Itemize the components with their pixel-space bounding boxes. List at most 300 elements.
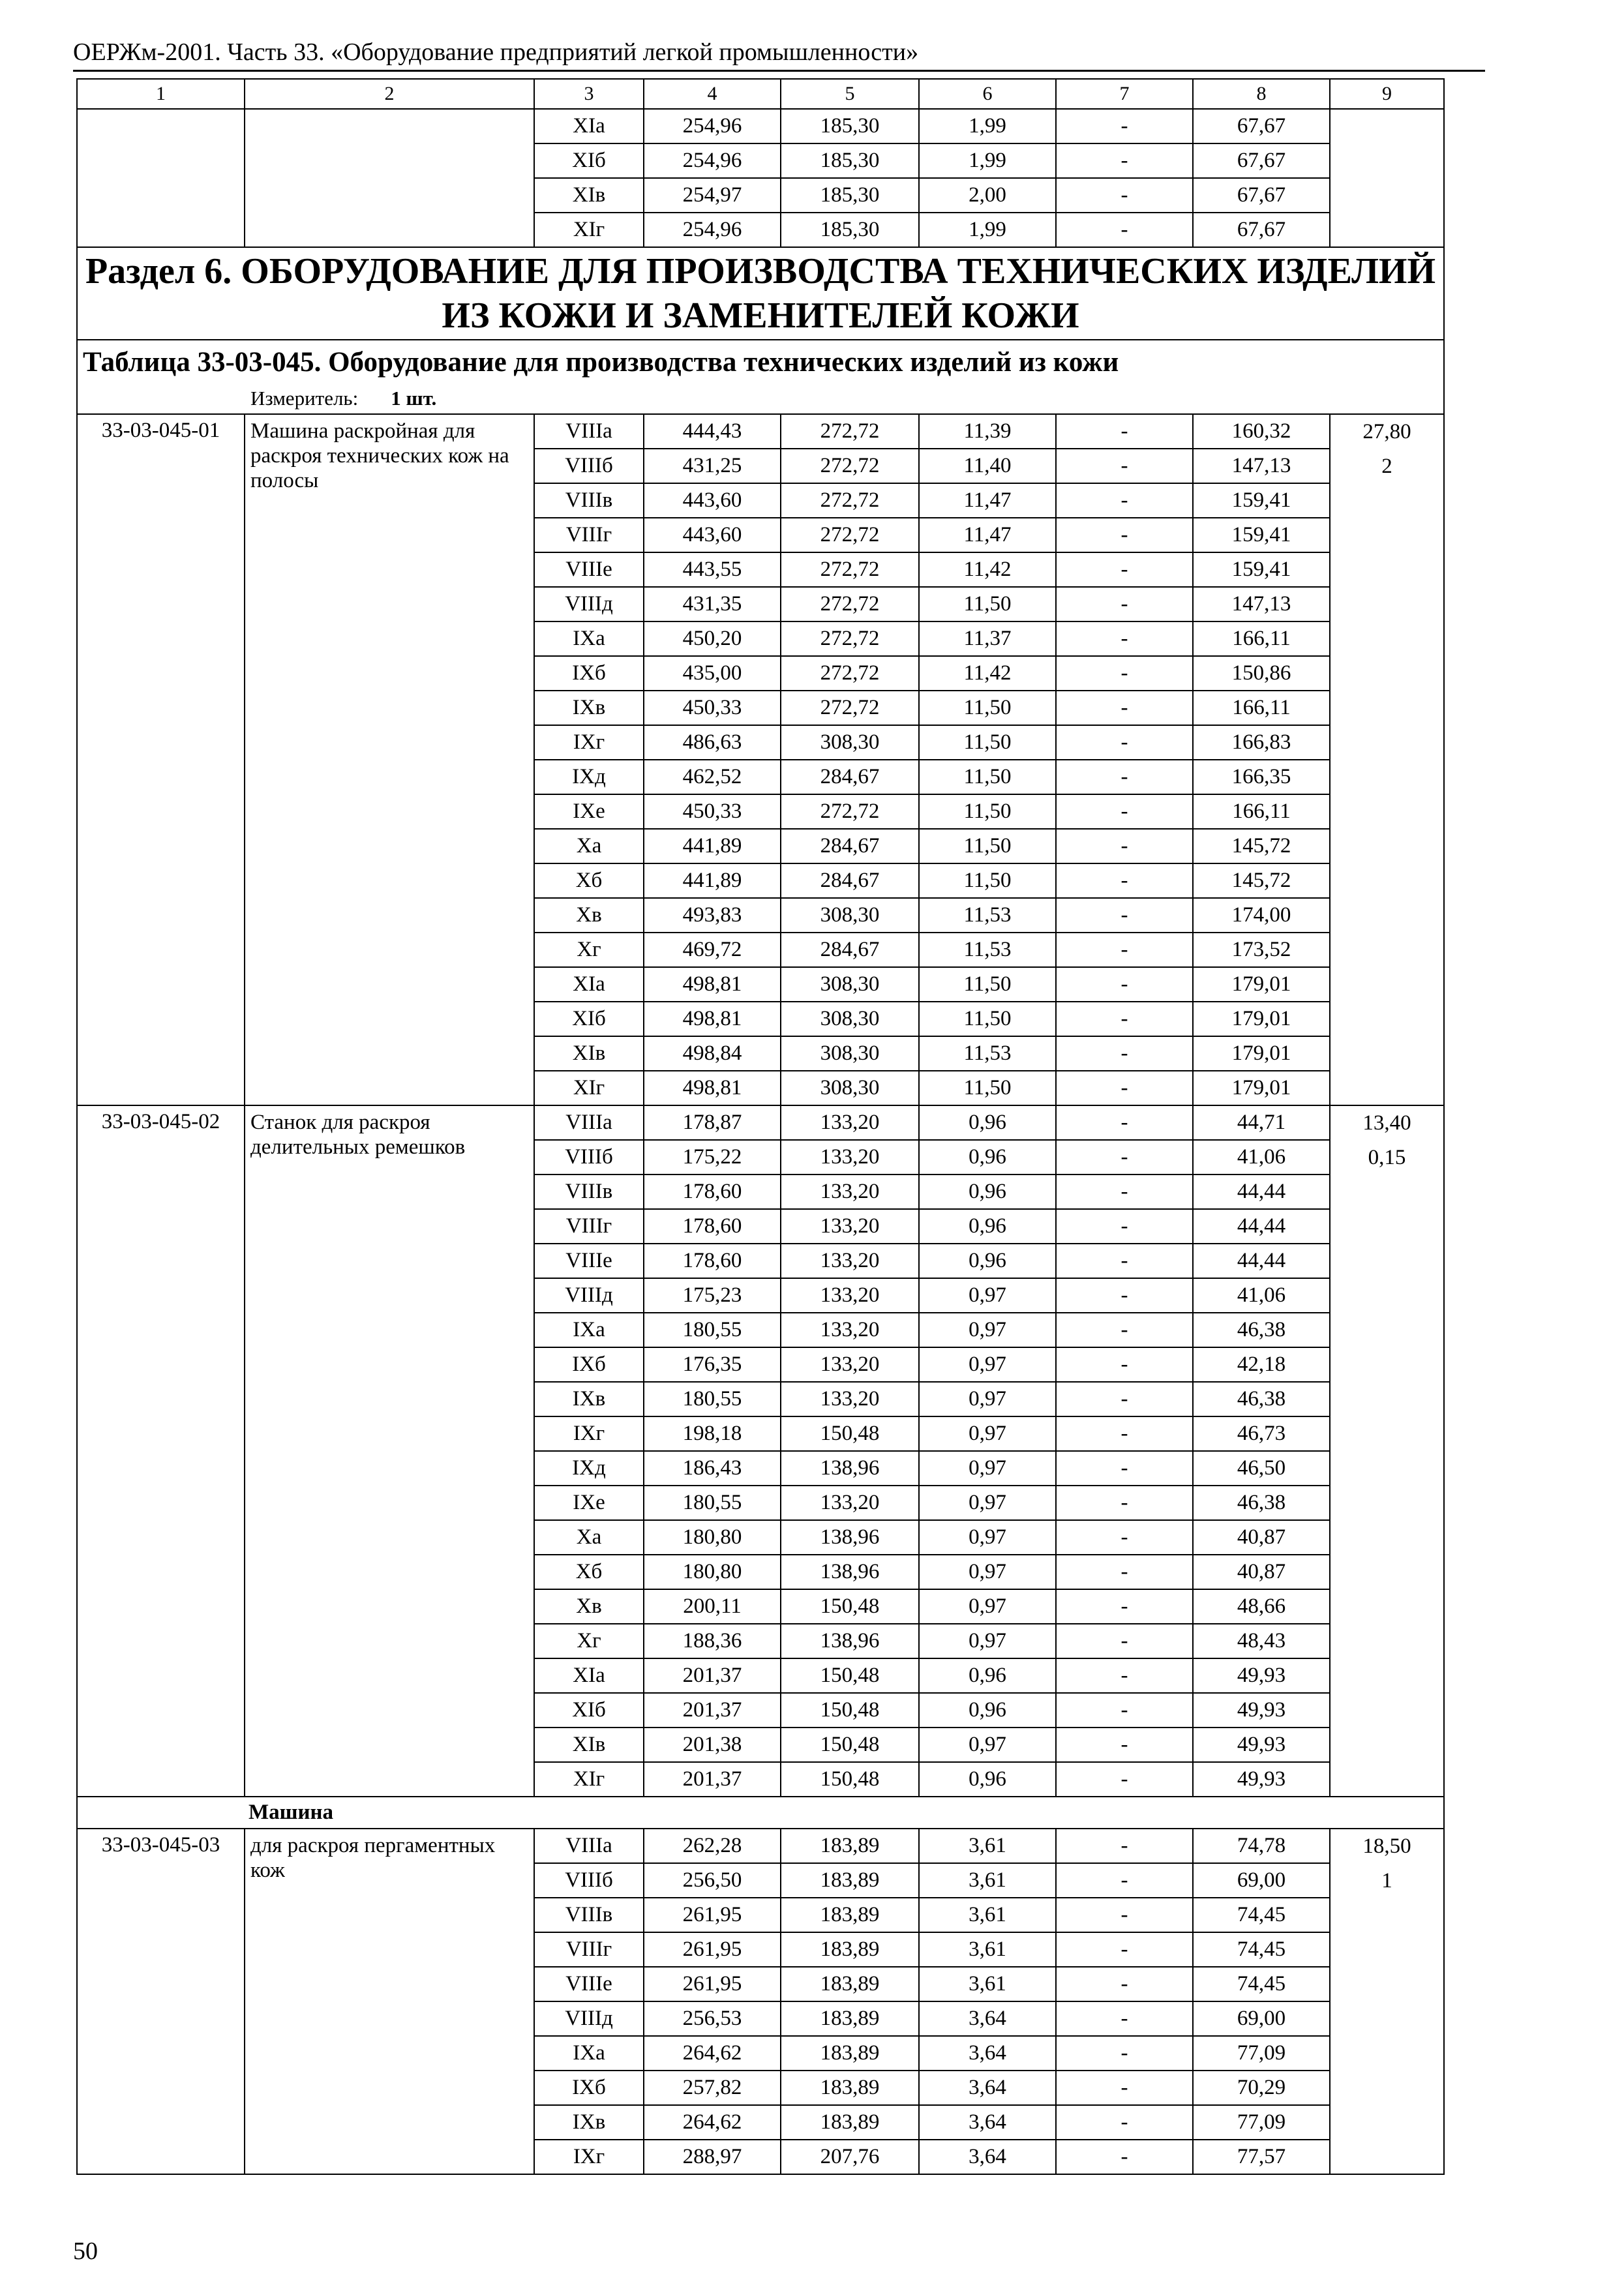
zone-cell: Xа — [534, 1520, 644, 1555]
wages-cell: 138,96 — [781, 1555, 919, 1589]
total-cost-cell: 254,96 — [644, 213, 781, 247]
wages-cell: 150,48 — [781, 1762, 919, 1797]
wage-base-cell: 44,44 — [1193, 1244, 1330, 1278]
wage-base-cell: 145,72 — [1193, 829, 1330, 863]
wage-base-cell: 44,44 — [1193, 1174, 1330, 1209]
wage-base-cell: 48,66 — [1193, 1589, 1330, 1624]
total-cost-cell: 441,89 — [644, 863, 781, 898]
wages-cell: 272,72 — [781, 621, 919, 656]
wage-base-cell: 41,06 — [1193, 1140, 1330, 1174]
machine-cost-cell: 0,97 — [919, 1589, 1056, 1624]
zone-cell: IXд — [534, 760, 644, 794]
total-cost-cell: 188,36 — [644, 1624, 781, 1658]
wages-cell: 272,72 — [781, 656, 919, 691]
wages-cell: 133,20 — [781, 1140, 919, 1174]
wages-cell: 308,30 — [781, 1071, 919, 1105]
zone-cell: IXб — [534, 656, 644, 691]
total-cost-cell: 261,95 — [644, 1932, 781, 1967]
machine-cost-cell: 3,61 — [919, 1967, 1056, 2001]
item-code-cell: 33-03-045-03 — [77, 1829, 245, 2174]
zone-cell: IXг — [534, 1416, 644, 1451]
materials-cell: - — [1056, 829, 1193, 863]
zone-cell: VIIIд — [534, 587, 644, 621]
total-cost-cell: 435,00 — [644, 656, 781, 691]
wage-base-cell: 159,41 — [1193, 518, 1330, 552]
zone-cell: Xб — [534, 1555, 644, 1589]
materials-cell: - — [1056, 1829, 1193, 1863]
zone-cell: VIIIа — [534, 1829, 644, 1863]
zone-cell: IXа — [534, 621, 644, 656]
machine-cost-cell: 0,97 — [919, 1313, 1056, 1347]
materials-cell: - — [1056, 178, 1193, 213]
materials-cell: - — [1056, 1520, 1193, 1555]
total-cost-cell: 498,81 — [644, 1071, 781, 1105]
zone-cell: IXг — [534, 725, 644, 760]
wages-cell: 185,30 — [781, 109, 919, 143]
wages-cell: 284,67 — [781, 829, 919, 863]
total-cost-cell: 469,72 — [644, 933, 781, 967]
table-row — [77, 1829, 1444, 1863]
wage-base-cell: 46,38 — [1193, 1382, 1330, 1416]
materials-cell: - — [1056, 2001, 1193, 2036]
total-cost-cell: 486,63 — [644, 725, 781, 760]
total-cost-cell: 178,60 — [644, 1244, 781, 1278]
machine-cost-cell: 3,61 — [919, 1932, 1056, 1967]
machine-cost-cell: 11,42 — [919, 656, 1056, 691]
wages-cell: 308,30 — [781, 1002, 919, 1036]
machine-cost-cell: 3,64 — [919, 2140, 1056, 2174]
materials-cell: - — [1056, 143, 1193, 178]
header-divider — [73, 70, 1485, 72]
zone-cell: XIв — [534, 1036, 644, 1071]
zone-cell: VIIIг — [534, 1209, 644, 1244]
total-cost-cell: 180,80 — [644, 1555, 781, 1589]
zone-cell: Xа — [534, 829, 644, 863]
wage-base-cell: 49,93 — [1193, 1762, 1330, 1797]
total-cost-cell: 186,43 — [644, 1451, 781, 1486]
materials-cell: - — [1056, 1105, 1193, 1140]
wage-base-cell: 179,01 — [1193, 967, 1330, 1002]
total-cost-cell: 201,37 — [644, 1693, 781, 1728]
wages-cell: 133,20 — [781, 1209, 919, 1244]
wage-base-cell: 173,52 — [1193, 933, 1330, 967]
zone-cell: Xб — [534, 863, 644, 898]
wage-base-cell: 77,57 — [1193, 2140, 1330, 2174]
materials-cell: - — [1056, 1728, 1193, 1762]
wages-cell: 183,89 — [781, 2071, 919, 2105]
total-cost-cell: 256,50 — [644, 1863, 781, 1898]
materials-cell: - — [1056, 1416, 1193, 1451]
total-cost-cell: 443,60 — [644, 518, 781, 552]
wage-base-cell: 77,09 — [1193, 2105, 1330, 2140]
materials-cell: - — [1056, 621, 1193, 656]
total-cost-cell: 175,22 — [644, 1140, 781, 1174]
total-cost-cell: 180,80 — [644, 1520, 781, 1555]
zone-cell: VIIIа — [534, 414, 644, 449]
total-cost-cell: 264,62 — [644, 2105, 781, 2140]
zone-cell: VIIIв — [534, 483, 644, 518]
zone-cell: Xв — [534, 1589, 644, 1624]
wage-base-cell: 67,67 — [1193, 109, 1330, 143]
machine-cost-cell: 3,61 — [919, 1863, 1056, 1898]
table-title: Таблица 33-03-045. Оборудование для производства технических изделий из кожи — [77, 340, 1444, 383]
machine-cost-cell: 11,50 — [919, 1002, 1056, 1036]
zone-cell: XIг — [534, 1071, 644, 1105]
total-cost-cell: 176,35 — [644, 1347, 781, 1382]
zone-cell: VIIIв — [534, 1898, 644, 1932]
column-number: 1 — [77, 79, 245, 109]
wages-cell: 272,72 — [781, 587, 919, 621]
machine-cost-cell: 0,97 — [919, 1555, 1056, 1589]
total-cost-cell: 175,23 — [644, 1278, 781, 1313]
total-cost-cell: 450,20 — [644, 621, 781, 656]
zone-cell: VIIIг — [534, 518, 644, 552]
wage-base-cell: 69,00 — [1193, 2001, 1330, 2036]
materials-cell: - — [1056, 933, 1193, 967]
item-code-cell: 33-03-045-01 — [77, 414, 245, 1105]
wage-base-cell: 179,01 — [1193, 1002, 1330, 1036]
total-cost-cell: 180,55 — [644, 1486, 781, 1520]
machine-cost-cell: 3,64 — [919, 2001, 1056, 2036]
machine-cost-cell: 11,37 — [919, 621, 1056, 656]
total-cost-cell: 256,53 — [644, 2001, 781, 2036]
wages-cell: 183,89 — [781, 1932, 919, 1967]
total-cost-cell: 198,18 — [644, 1416, 781, 1451]
wages-cell: 272,72 — [781, 552, 919, 587]
wages-cell: 272,72 — [781, 794, 919, 829]
resource-value: 27,80 — [1362, 420, 1411, 443]
total-cost-cell: 493,83 — [644, 898, 781, 933]
zone-cell: IXв — [534, 691, 644, 725]
materials-cell: - — [1056, 1071, 1193, 1105]
wage-base-cell: 40,87 — [1193, 1555, 1330, 1589]
materials-cell: - — [1056, 863, 1193, 898]
resource-value: 2 — [1381, 455, 1392, 478]
wages-cell: 308,30 — [781, 967, 919, 1002]
column-number: 6 — [919, 79, 1056, 109]
wage-base-cell: 40,87 — [1193, 1520, 1330, 1555]
machine-cost-cell: 1,99 — [919, 143, 1056, 178]
zone-cell: XIа — [534, 109, 644, 143]
machine-cost-cell: 11,53 — [919, 933, 1056, 967]
wages-cell: 185,30 — [781, 213, 919, 247]
machine-cost-cell: 3,61 — [919, 1829, 1056, 1863]
wage-base-cell: 74,45 — [1193, 1932, 1330, 1967]
table-row — [77, 414, 1444, 449]
wage-base-cell: 166,11 — [1193, 621, 1330, 656]
zone-cell: IXе — [534, 1486, 644, 1520]
zone-cell: XIв — [534, 1728, 644, 1762]
zone-cell: VIIIд — [534, 1278, 644, 1313]
machine-cost-cell: 0,97 — [919, 1451, 1056, 1486]
materials-cell: - — [1056, 2105, 1193, 2140]
wage-base-cell: 41,06 — [1193, 1278, 1330, 1313]
wages-cell: 138,96 — [781, 1624, 919, 1658]
resource-cell — [1330, 109, 1444, 247]
materials-cell: - — [1056, 1486, 1193, 1520]
page-header: ОЕРЖм-2001. Часть 33. «Оборудование предприятий легкой промышленности» — [73, 38, 919, 66]
resource-value: 18,50 — [1362, 1834, 1411, 1858]
zone-cell: VIIIв — [534, 1174, 644, 1209]
zone-cell: VIIIе — [534, 1967, 644, 2001]
resource-value: 1 — [1381, 1869, 1392, 1893]
resource-cell — [1330, 414, 1444, 1105]
wages-cell: 272,72 — [781, 449, 919, 483]
wages-cell: 183,89 — [781, 1967, 919, 2001]
wages-cell: 133,20 — [781, 1174, 919, 1209]
machine-cost-cell: 3,64 — [919, 2036, 1056, 2071]
wage-base-cell: 67,67 — [1193, 178, 1330, 213]
total-cost-cell: 178,60 — [644, 1209, 781, 1244]
machine-cost-cell: 11,50 — [919, 1071, 1056, 1105]
wages-cell: 183,89 — [781, 1863, 919, 1898]
wages-cell: 150,48 — [781, 1728, 919, 1762]
machine-cost-cell: 0,97 — [919, 1520, 1056, 1555]
total-cost-cell: 262,28 — [644, 1829, 781, 1863]
total-cost-cell: 431,25 — [644, 449, 781, 483]
wages-cell: 272,72 — [781, 483, 919, 518]
materials-cell: - — [1056, 1898, 1193, 1932]
zone-cell: XIа — [534, 1658, 644, 1693]
total-cost-cell: 450,33 — [644, 691, 781, 725]
item-name-cell: Станок для раскроя делительных ремешков — [245, 1105, 534, 1797]
subheading-label: Машина — [245, 1797, 1444, 1829]
wages-cell: 185,30 — [781, 178, 919, 213]
wage-base-cell: 74,45 — [1193, 1898, 1330, 1932]
zone-cell: VIIIб — [534, 1140, 644, 1174]
machine-cost-cell: 11,42 — [919, 552, 1056, 587]
machine-cost-cell: 0,96 — [919, 1658, 1056, 1693]
wage-base-cell: 159,41 — [1193, 552, 1330, 587]
wage-base-cell: 179,01 — [1193, 1036, 1330, 1071]
column-number: 3 — [534, 79, 644, 109]
item-name-cell: Машина раскройная для раскроя технических кож на полосы — [245, 414, 534, 1105]
wage-base-cell: 74,78 — [1193, 1829, 1330, 1863]
materials-cell: - — [1056, 1140, 1193, 1174]
machine-cost-cell: 1,99 — [919, 109, 1056, 143]
table-title-row — [77, 340, 1444, 383]
zone-cell: XIа — [534, 967, 644, 1002]
wages-cell: 183,89 — [781, 2105, 919, 2140]
zone-cell: XIг — [534, 213, 644, 247]
zone-cell: VIIIа — [534, 1105, 644, 1140]
total-cost-cell: 200,11 — [644, 1589, 781, 1624]
wages-cell: 272,72 — [781, 518, 919, 552]
machine-cost-cell: 11,50 — [919, 760, 1056, 794]
materials-cell: - — [1056, 760, 1193, 794]
section-title: Раздел 6. ОБОРУДОВАНИЕ ДЛЯ ПРОИЗВОДСТВА ТЕХНИЧЕСКИХ ИЗДЕЛИЙ ИЗ КОЖИ И ЗАМЕНИТЕЛЕЙ КОЖИ — [77, 247, 1444, 340]
total-cost-cell: 450,33 — [644, 794, 781, 829]
item-name-cell — [245, 109, 534, 247]
materials-cell: - — [1056, 1209, 1193, 1244]
item-code-cell: 33-03-045-02 — [77, 1105, 245, 1797]
wages-cell: 133,20 — [781, 1278, 919, 1313]
total-cost-cell: 178,60 — [644, 1174, 781, 1209]
materials-cell: - — [1056, 1278, 1193, 1313]
item-name-cell: для раскроя пергаментных кож — [245, 1829, 534, 2174]
machine-cost-cell: 0,97 — [919, 1416, 1056, 1451]
materials-cell: - — [1056, 1863, 1193, 1898]
machine-cost-cell: 11,47 — [919, 518, 1056, 552]
wage-base-cell: 77,09 — [1193, 2036, 1330, 2071]
machine-cost-cell: 0,97 — [919, 1347, 1056, 1382]
wage-base-cell: 166,11 — [1193, 691, 1330, 725]
materials-cell: - — [1056, 1932, 1193, 1967]
total-cost-cell: 178,87 — [644, 1105, 781, 1140]
materials-cell: - — [1056, 2036, 1193, 2071]
machine-cost-cell: 11,47 — [919, 483, 1056, 518]
total-cost-cell: 444,43 — [644, 414, 781, 449]
unit-row — [77, 383, 1444, 414]
unit-label: Измеритель: — [250, 387, 359, 410]
section-row — [77, 247, 1444, 340]
materials-cell: - — [1056, 1967, 1193, 2001]
total-cost-cell: 498,81 — [644, 1002, 781, 1036]
wages-cell: 272,72 — [781, 414, 919, 449]
machine-cost-cell: 11,50 — [919, 967, 1056, 1002]
wages-cell: 284,67 — [781, 760, 919, 794]
wages-cell: 150,48 — [781, 1693, 919, 1728]
machine-cost-cell: 11,53 — [919, 1036, 1056, 1071]
column-number: 4 — [644, 79, 781, 109]
wages-cell: 183,89 — [781, 1829, 919, 1863]
total-cost-cell: 261,95 — [644, 1898, 781, 1932]
resource-cell — [1330, 1829, 1444, 2174]
machine-cost-cell: 3,64 — [919, 2071, 1056, 2105]
machine-cost-cell: 11,39 — [919, 414, 1056, 449]
machine-cost-cell: 11,50 — [919, 587, 1056, 621]
materials-cell: - — [1056, 898, 1193, 933]
materials-cell: - — [1056, 1555, 1193, 1589]
item-code-cell — [77, 109, 245, 247]
total-cost-cell: 443,55 — [644, 552, 781, 587]
table-row — [77, 1105, 1444, 1140]
wages-cell: 133,20 — [781, 1313, 919, 1347]
wage-base-cell: 67,67 — [1193, 213, 1330, 247]
wages-cell: 183,89 — [781, 2036, 919, 2071]
wages-cell: 133,20 — [781, 1105, 919, 1140]
wages-cell: 185,30 — [781, 143, 919, 178]
wages-cell: 133,20 — [781, 1244, 919, 1278]
wages-cell: 183,89 — [781, 2001, 919, 2036]
machine-cost-cell: 0,97 — [919, 1382, 1056, 1416]
total-cost-cell: 180,55 — [644, 1382, 781, 1416]
wage-base-cell: 150,86 — [1193, 656, 1330, 691]
materials-cell: - — [1056, 552, 1193, 587]
zone-cell: IXг — [534, 2140, 644, 2174]
unit-cell — [77, 383, 1444, 414]
wage-base-cell: 179,01 — [1193, 1071, 1330, 1105]
wages-cell: 284,67 — [781, 863, 919, 898]
machine-cost-cell: 1,99 — [919, 213, 1056, 247]
zone-cell: XIв — [534, 178, 644, 213]
zone-cell: VIIIе — [534, 552, 644, 587]
materials-cell: - — [1056, 2140, 1193, 2174]
materials-cell: - — [1056, 1382, 1193, 1416]
zone-cell: XIб — [534, 1693, 644, 1728]
materials-cell: - — [1056, 656, 1193, 691]
machine-cost-cell: 0,96 — [919, 1693, 1056, 1728]
wage-base-cell: 67,67 — [1193, 143, 1330, 178]
zone-cell: XIб — [534, 1002, 644, 1036]
materials-cell: - — [1056, 1244, 1193, 1278]
wages-cell: 133,20 — [781, 1347, 919, 1382]
wages-cell: 138,96 — [781, 1520, 919, 1555]
machine-cost-cell: 11,50 — [919, 725, 1056, 760]
zone-cell: XIб — [534, 143, 644, 178]
zone-cell: XIг — [534, 1762, 644, 1797]
wage-base-cell: 166,11 — [1193, 794, 1330, 829]
materials-cell: - — [1056, 483, 1193, 518]
wages-cell: 308,30 — [781, 898, 919, 933]
machine-cost-cell: 0,97 — [919, 1278, 1056, 1313]
column-number-row — [77, 79, 1444, 109]
total-cost-cell: 264,62 — [644, 2036, 781, 2071]
machine-cost-cell: 0,97 — [919, 1728, 1056, 1762]
zone-cell: VIIIд — [534, 2001, 644, 2036]
resource-value: 0,15 — [1368, 1146, 1406, 1169]
wages-cell: 133,20 — [781, 1382, 919, 1416]
table-row — [77, 109, 1444, 143]
materials-cell: - — [1056, 1589, 1193, 1624]
machine-cost-cell: 11,50 — [919, 691, 1056, 725]
machine-cost-cell: 0,96 — [919, 1140, 1056, 1174]
total-cost-cell: 201,38 — [644, 1728, 781, 1762]
machine-cost-cell: 0,96 — [919, 1174, 1056, 1209]
total-cost-cell: 201,37 — [644, 1658, 781, 1693]
materials-cell: - — [1056, 1693, 1193, 1728]
wage-base-cell: 74,45 — [1193, 1967, 1330, 2001]
machine-cost-cell: 3,64 — [919, 2105, 1056, 2140]
materials-cell: - — [1056, 1174, 1193, 1209]
zone-cell: IXа — [534, 1313, 644, 1347]
wage-base-cell: 49,93 — [1193, 1693, 1330, 1728]
wages-cell: 150,48 — [781, 1416, 919, 1451]
wages-cell: 308,30 — [781, 725, 919, 760]
total-cost-cell: 443,60 — [644, 483, 781, 518]
materials-cell: - — [1056, 587, 1193, 621]
machine-cost-cell: 0,97 — [919, 1486, 1056, 1520]
materials-cell: - — [1056, 967, 1193, 1002]
subheading-spacer — [77, 1797, 245, 1829]
wage-base-cell: 174,00 — [1193, 898, 1330, 933]
zone-cell: Xг — [534, 1624, 644, 1658]
wage-base-cell: 46,38 — [1193, 1313, 1330, 1347]
resource-value: 13,40 — [1362, 1111, 1411, 1135]
column-number: 9 — [1330, 79, 1444, 109]
wage-base-cell: 46,73 — [1193, 1416, 1330, 1451]
materials-cell: - — [1056, 1762, 1193, 1797]
total-cost-cell: 431,35 — [644, 587, 781, 621]
wages-cell: 272,72 — [781, 691, 919, 725]
wage-base-cell: 145,72 — [1193, 863, 1330, 898]
materials-cell: - — [1056, 1451, 1193, 1486]
zone-cell: IXб — [534, 2071, 644, 2105]
machine-cost-cell: 11,50 — [919, 829, 1056, 863]
total-cost-cell: 254,96 — [644, 109, 781, 143]
zone-cell: VIIIе — [534, 1244, 644, 1278]
page-number: 50 — [73, 2237, 98, 2265]
wage-base-cell: 44,44 — [1193, 1209, 1330, 1244]
machine-cost-cell: 11,50 — [919, 863, 1056, 898]
zone-cell: IXа — [534, 2036, 644, 2071]
wage-base-cell: 69,00 — [1193, 1863, 1330, 1898]
wage-base-cell: 49,93 — [1193, 1658, 1330, 1693]
wages-cell: 150,48 — [781, 1589, 919, 1624]
zone-cell: Xг — [534, 933, 644, 967]
total-cost-cell: 257,82 — [644, 2071, 781, 2105]
wages-cell: 284,67 — [781, 933, 919, 967]
